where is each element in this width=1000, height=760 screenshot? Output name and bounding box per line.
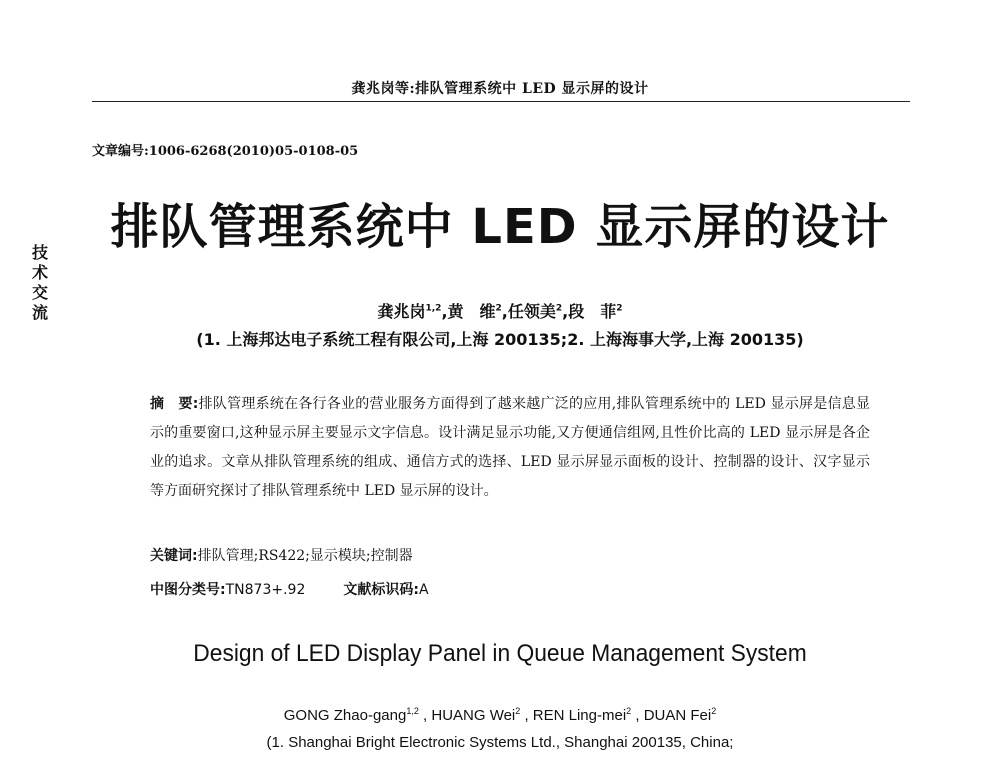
article-title-en: Design of LED Display Panel in Queue Management System: [193, 640, 807, 667]
classification-line: [150, 579, 429, 599]
author-name: 龚兆岗: [377, 302, 426, 321]
author-name: REN Ling-mei: [532, 707, 627, 724]
author-name: HUANG Wei: [431, 707, 516, 724]
clc-label: 中图分类号:: [150, 582, 226, 598]
author-affil-marker: 1,2: [406, 706, 419, 716]
header-rule: [92, 101, 910, 102]
authors-en: GONG Zhao-gang$^{1,2}$ , HUANG Wei$^2$ , REN Ling-mei$^2$ , DUAN Fei$^2$: [283, 706, 717, 724]
side-label-char: 技: [31, 243, 48, 262]
doc-code-label: 文献标识码:: [343, 582, 419, 598]
side-label-char: 流: [31, 303, 48, 322]
abstract-text: 排队管理系统在各行各业的营业服务方面得到了越来越广泛的应用,排队管理系统中的 LED 显示屏是信息显示的重要窗口,这种显示屏主要显示文字信息。设计满足显示功能,又方便通信组网,且性价比高的 LED 显示屏是各企业的追求。文章从排队管理系统的组成、通信方式的选择、LED 显示屏显示面板的设计、控制器的设计、汉字显示等方面研究探讨了排队管理系统中 LED 显示屏的设计。: [150, 396, 870, 499]
author-name: 黄 维: [447, 302, 496, 321]
abstract-label: 摘 要:: [150, 396, 199, 412]
side-label-char: 术: [31, 263, 48, 282]
abstract: [150, 390, 870, 506]
author-affil-marker: 2: [711, 706, 717, 716]
author-affil-marker: 2: [626, 706, 632, 716]
running-header: 龚兆岗等:排队管理系统中 LED 显示屏的设计: [351, 81, 649, 97]
article-number: 文章编号:1006-6268(2010)05-0108-05: [92, 144, 359, 159]
keywords-label: 关键词:: [150, 548, 198, 564]
author-name: GONG Zhao-gang: [283, 707, 407, 724]
author-affil-marker: 1,2: [425, 303, 442, 314]
affiliation-en: (1. Shanghai Bright Electronic Systems Ltd., Shanghai 200135, China;: [266, 734, 734, 751]
keywords-text: 排队管理;RS422;显示模块;控制器: [197, 548, 413, 564]
author-affil-marker: 2: [515, 706, 521, 716]
keywords: [150, 545, 413, 565]
affiliation-cn: (1. 上海邦达电子系统工程有限公司,上海 200135;2. 上海海事大学,上海 200135): [196, 330, 804, 349]
author-affil-marker: 2: [555, 303, 563, 314]
side-label-char: 交: [31, 283, 48, 302]
author-affil-marker: 2: [495, 303, 502, 314]
article-title-cn: 排队管理系统中 LED 显示屏的设计: [110, 199, 890, 255]
doc-code-value: A: [418, 582, 429, 598]
author-name: DUAN Fei: [643, 707, 712, 724]
clc-value: TN873+.92: [225, 582, 306, 598]
author-name: 任领美: [507, 302, 556, 321]
author-affil-marker: 2: [616, 303, 623, 314]
author-name: 段 菲: [568, 302, 617, 321]
authors-cn: 龚兆岗$^{1,2}$,黄 维$^2$,任领美$^2$,段 菲$^2$: [377, 302, 623, 321]
